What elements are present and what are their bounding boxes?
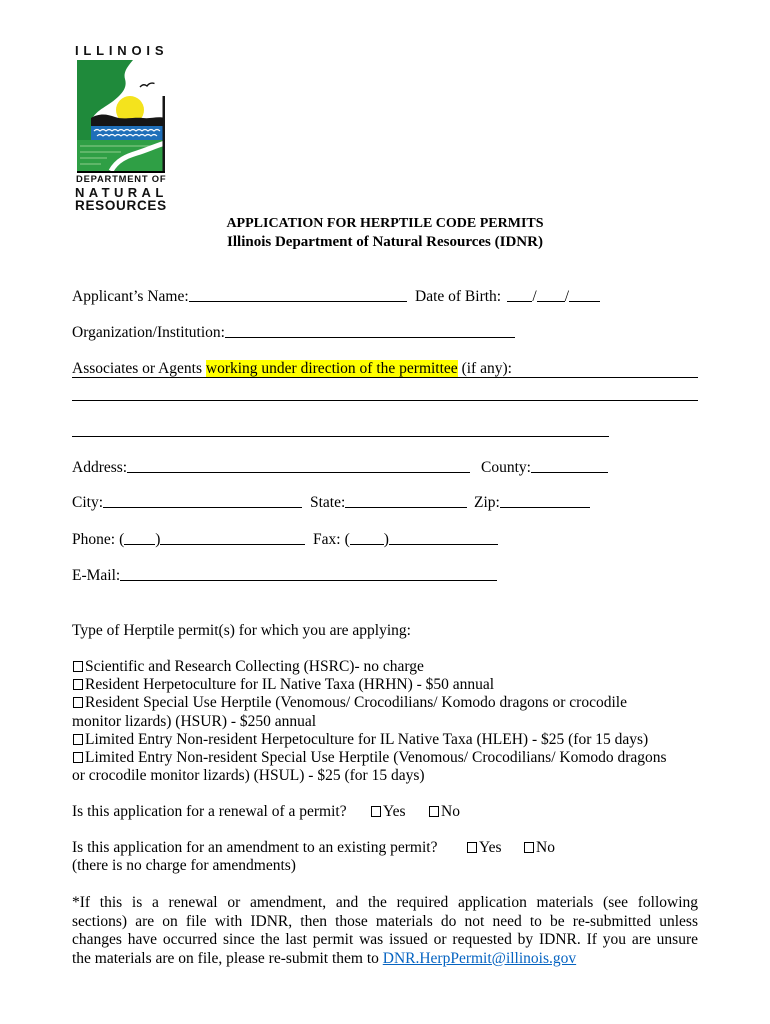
state-field [310, 494, 467, 512]
fax-field [313, 531, 498, 549]
fax-paren-close: ) [383, 531, 389, 548]
dob-month-input[interactable] [507, 288, 532, 302]
fax-paren-open: ( [344, 531, 350, 548]
instructions-line: changes have occurred since the last permit was issued or requested by IDNR. If you are unsure [72, 931, 698, 948]
permit-option-label: Scientific and Research Collecting (HSRC)- no charge [85, 658, 424, 675]
renewal-yes-checkbox[interactable] [371, 806, 381, 817]
logo-state-text: ILLINOIS [75, 43, 169, 58]
associates-label: Associates or Agents [72, 360, 206, 377]
amendment-question-row [72, 839, 698, 857]
email-link[interactable]: DNR.HerpPermit@illinois.gov [382, 949, 577, 967]
fax-area-code-input[interactable] [350, 531, 384, 545]
permit-option-label: Resident Special Use Herptile (Venomous/ Crocodilians/ Komodo dragons or crocodile [85, 694, 627, 712]
associates-input-line-2[interactable] [72, 400, 698, 402]
renewal-no-option[interactable] [428, 803, 460, 821]
hsur-checkbox[interactable] [73, 697, 83, 708]
address-input[interactable] [127, 459, 470, 473]
city-label: City: [72, 494, 104, 511]
fax-number-input[interactable] [389, 531, 498, 545]
permit-option-hrhn[interactable] [72, 676, 698, 694]
associates-input-line-1[interactable] [72, 377, 698, 378]
phone-number-input[interactable] [160, 531, 305, 545]
state-label: State: [310, 494, 346, 511]
renewal-no-label: No [441, 803, 460, 820]
fax-label: Fax: [313, 531, 341, 548]
organization-input[interactable] [225, 324, 515, 338]
permit-options-list [72, 658, 698, 785]
phone-label: Phone: [72, 531, 116, 548]
date-of-birth-field [415, 288, 600, 306]
document-title: APPLICATION FOR HERPTILE CODE PERMITS [226, 216, 544, 231]
instructions-line: sections) are on file with IDNR, then those materials do not need to be re-submitted unless [72, 912, 698, 930]
phone-field [72, 531, 305, 549]
permit-option-label: Limited Entry Non-resident Special Use Herptile (Venomous/ Crocodilians/ Komodo dragons [85, 748, 667, 766]
city-input[interactable] [103, 494, 302, 508]
permit-option-hsur[interactable] [72, 694, 698, 712]
permit-option-label: Resident Herpetoculture for IL Native Taxa (HRHN) - $50 annual [85, 676, 495, 694]
amendment-no-label: No [536, 839, 555, 856]
permit-option-label-continued: monitor lizards) (HSUR) - $250 annual [72, 712, 317, 730]
associates-highlighted-text: working under direction of the permittee [205, 360, 458, 377]
applicant-name-field [72, 288, 407, 306]
organization-label: Organization/Institution: [72, 324, 225, 341]
dob-year-input[interactable] [569, 288, 600, 302]
logo-river [91, 126, 165, 140]
amendment-yes-option[interactable] [466, 839, 502, 857]
city-field [72, 494, 302, 512]
renewal-question-row [72, 803, 698, 821]
date-of-birth-label: Date of Birth: [415, 288, 502, 305]
organization-field [72, 324, 515, 342]
idnr-logo-emblem [77, 60, 165, 173]
address-label: Address: [72, 459, 128, 476]
permit-option-hsur-continued [72, 713, 698, 731]
renewal-instructions-paragraph [72, 894, 698, 968]
permit-option-label: Limited Entry Non-resident Herpetoculture for IL Native Taxa (HLEH) - $25 (for 15 days) [85, 730, 649, 748]
phone-area-code-input[interactable] [124, 531, 155, 545]
dob-separator: / [532, 288, 537, 305]
county-input[interactable] [531, 459, 608, 473]
amendment-no-checkbox[interactable] [524, 842, 534, 853]
dob-day-input[interactable] [537, 288, 565, 302]
associates-label-suffix: (if any): [457, 360, 512, 377]
logo-department-text: DEPARTMENT OF [76, 173, 167, 184]
county-field [481, 459, 608, 477]
amendment-yes-label: Yes [479, 839, 502, 856]
permit-option-hleh[interactable] [72, 731, 698, 749]
zip-label: Zip: [474, 494, 500, 511]
amendment-question: Is this application for an amendment to an existing permit? [72, 839, 438, 856]
renewal-yes-option[interactable] [370, 803, 406, 821]
logo-resources-text: RESOURCES [75, 198, 167, 213]
renewal-yes-label: Yes [383, 803, 406, 820]
phone-paren-open: ( [119, 531, 125, 548]
permit-option-hsul-continued [72, 767, 698, 785]
phone-paren-close: ) [155, 531, 161, 548]
logo-right-border [163, 96, 166, 171]
amendment-no-option[interactable] [523, 839, 555, 857]
hleh-checkbox[interactable] [73, 734, 83, 745]
applicant-name-label: Applicant’s Name: [72, 288, 189, 305]
permit-type-prompt: Type of Herptile permit(s) for which you are applying: [72, 622, 411, 639]
renewal-no-checkbox[interactable] [429, 806, 439, 817]
hsul-checkbox[interactable] [73, 752, 83, 763]
dob-separator: / [564, 288, 569, 305]
logo-natural-text: NATURAL [75, 185, 168, 200]
state-input[interactable] [345, 494, 467, 508]
email-label: E-Mail: [72, 567, 121, 584]
instructions-line: the materials are on file, please re-submit them to [72, 949, 383, 967]
logo-field [77, 140, 165, 171]
document-subtitle: Illinois Department of Natural Resources (IDNR) [227, 234, 543, 250]
amendment-charge-note: (there is no charge for amendments) [72, 857, 296, 874]
address-field [72, 459, 470, 477]
email-input[interactable] [120, 567, 497, 581]
applicant-name-input[interactable] [189, 288, 407, 302]
hrhn-checkbox[interactable] [73, 679, 83, 690]
permit-option-hsul[interactable] [72, 749, 698, 767]
email-field [72, 567, 497, 585]
associates-label-row [72, 360, 698, 378]
associates-input-line-3[interactable] [72, 436, 609, 437]
instructions-line: *If this is a renewal or amendment, and the required application materials (see following [72, 894, 698, 911]
county-label: County: [481, 459, 531, 476]
renewal-question: Is this application for a renewal of a permit? [72, 803, 347, 820]
instructions-last-line [72, 950, 698, 969]
permit-option-label-continued: or crocodile monitor lizards) (HSUL) - $25 (for 15 days) [72, 767, 425, 785]
zip-field [474, 494, 590, 512]
hsrc-checkbox[interactable] [73, 661, 83, 672]
amendment-yes-checkbox[interactable] [467, 842, 477, 853]
zip-input[interactable] [500, 494, 590, 508]
permit-option-hsrc[interactable] [72, 658, 698, 676]
